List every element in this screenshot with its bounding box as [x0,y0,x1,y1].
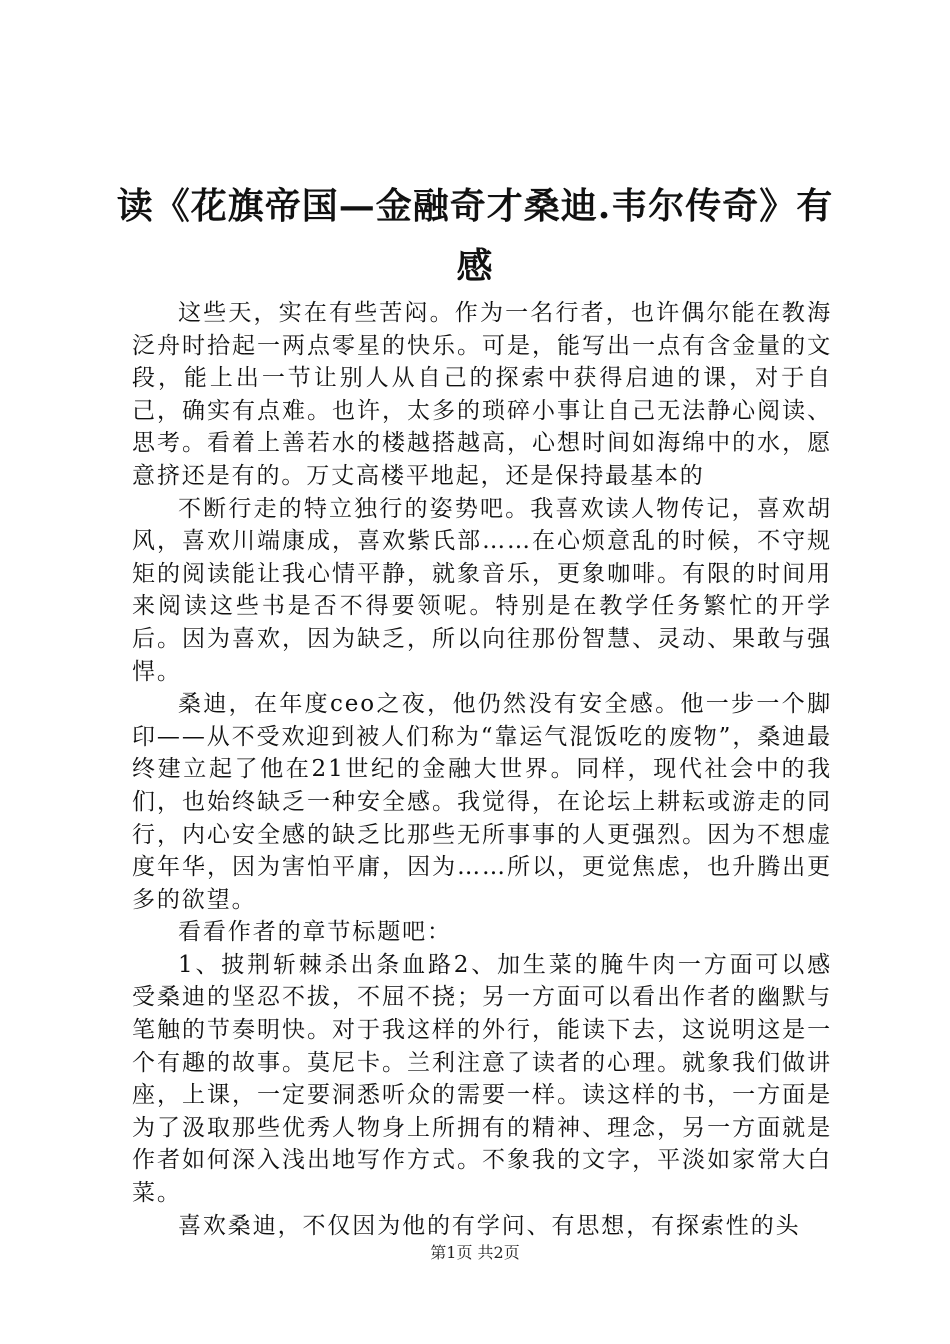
document-title: 读《花旗帝国—金融奇才桑迪.韦尔传奇》有感 [116,185,834,287]
paragraph-5: 1、披荆斩棘杀出条血路2、加生菜的腌牛肉一方面可以感受桑迪的坚忍不拔，不屈不挠；另一方面可以看出作者的幽默与笔触的节奏明快。对于我这样的外行，能读下去，这说明这是一个有趣的故事。莫尼卡。兰利注意了读者的心理。就象我们做讲座，上课，一定要洞悉听众的需要一样。读这样的书，一方面是为了汲取那些优秀人物身上所拥有的精神、理念，另一方面就是作者如何深入浅出地写作方式。不象我的文字，平淡如家常大白菜。 [132,951,832,1207]
paragraph-1: 这些天，实在有些苦闷。作为一名行者，也许偶尔能在教海泛舟时拾起一两点零星的快乐。可是，能写出一点有含金量的文段，能上出一节让别人从自己的探索中获得启迪的课，对于自己，确实有点难。也许，太多的琐碎小事让自己无法静心阅读、思考。看着上善若水的楼越搭越高，心想时间如海绵中的水，愿意挤还是有的。万丈高楼平地起，还是保持最基本的 [132,300,832,489]
paragraph-3: 桑迪，在年度ceo之夜，他仍然没有安全感。他一步一个脚印——从不受欢迎到被人们称为“靠运气混饭吃的废物”，桑迪最终建立起了他在21世纪的金融大世界。同样，现代社会中的我们，也始终缺乏一种安全感。我觉得，在论坛上耕耘或游走的同行，内心安全感的缺乏比那些无所事事的人更强烈。因为不想虚度年华，因为害怕平庸，因为……所以，更觉焦虑，也升腾出更多的欲望。 [132,691,832,913]
paragraph-4: 看看作者的章节标题吧： [178,919,452,946]
paragraph-6: 喜欢桑迪，不仅因为他的有学问、有思想，有探索性的头 [178,1212,801,1239]
document-body [132,297,832,1242]
paragraph-2: 不断行走的特立独行的姿势吧。我喜欢读人物传记，喜欢胡风，喜欢川端康成，喜欢紫氏部……在心烦意乱的时候，不守规矩的阅读能让我心情平静，就象音乐，更象咖啡。有限的时间用来阅读这些书是否不得要领呢。特别是在教学任务繁忙的开学后。因为喜欢，因为缺乏，所以向往那份智慧、灵动、果敢与强悍。 [132,495,832,685]
page-number-footer: 第1页 共2页 [430,1243,520,1262]
